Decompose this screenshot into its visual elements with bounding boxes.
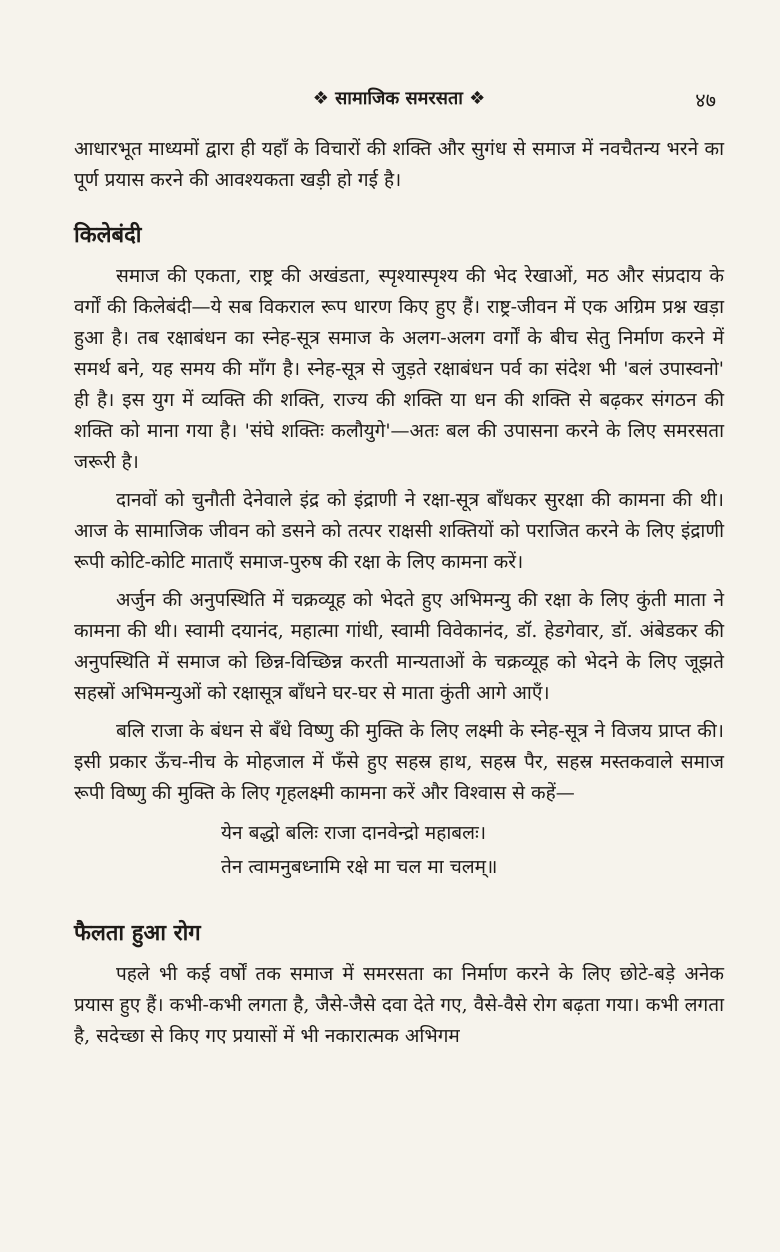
verse-line: येन बद्धो बलिः राजा दानवेन्द्रो महाबलः। — [221, 822, 487, 844]
spacer — [74, 884, 724, 894]
paragraph-continuation: आधारभूत माध्यमों द्वारा ही यहाँ के विचारों की शक्ति और सुगंध से समाज में नवचैतन्य भरने का पूर्ण प्रयास करने की आवश्यकता खड़ी हो गई है। — [74, 138, 724, 191]
page-number: ४७ — [695, 88, 716, 112]
sanskrit-verse — [74, 816, 724, 884]
chapter-running-title: ❖ सामाजिक समरसता ❖ — [312, 88, 486, 109]
running-head — [74, 86, 724, 116]
paragraph: दानवों को चुनौती देनेवाले इंद्र को इंद्राणी ने रक्षा-सूत्र बाँधकर सुरक्षा की कामना की थी। आज के सामाजिक जीवन को डसने को तत्पर राक्षसी शक्तियों को पराजित करने के लिए इंद्राणी रूपी कोटि-कोटि माताएँ समाज-पुरुष की रक्षा के लिए कामना करें। — [74, 489, 724, 573]
page-content — [74, 134, 724, 1059]
paragraph: पहले भी कई वर्षों तक समाज में समरसता का निर्माण करने के लिए छोटे-बड़े अनेक प्रयास हुए हैं। कभी-कभी लगता है, जैसे-जैसे दवा देते गए, वैसे-वैसे रोग बढ़ता गया। कभी लगता है, सदेच्छा से किए गए प्रयासों में भी नकारात्मक अभिगम — [74, 963, 724, 1047]
section-heading-spreading-disease: फैलता हुआ रोग — [74, 921, 201, 946]
paragraph: अर्जुन की अनुपस्थिति में चक्रव्यूह को भेदते हुए अभिमन्यु की रक्षा के लिए कुंती माता ने कामना की थी। स्वामी दयानंद, महात्मा गांधी, स्वामी विवेकानंद, डॉ. हेडगेवार, डॉ. अंबेडकर की अनुपस्थिति में समाज को छिन्न-विच्छिन्न करती मान्यताओं के चक्रव्यूह को भेदने के लिए जूझते सहस्रों अभिमन्युओं को रक्षासूत्र बाँधने घर-घर से माता कुंती आगे आएँ। — [74, 589, 724, 704]
verse-line: तेन त्वामनुबध्नामि रक्षे मा चल मा चलम्॥ — [221, 856, 498, 878]
paragraph: समाज की एकता, राष्ट्र की अखंडता, स्पृश्यास्पृश्य की भेद रेखाओं, मठ और संप्रदाय के वर्गों की किलेबंदी—ये सब विकराल रूप धारण किए हुए हैं। राष्ट्र-जीवन में एक अग्रिम प्रश्न खड़ा हुआ है। तब रक्षाबंधन का स्नेह-सूत्र समाज के अलग-अलग वर्गों के बीच सेतु निर्माण करने में समर्थ बने, यह समय की माँग है। स्नेह-सूत्र से जुड़ते रक्षाबंधन पर्व का संदेश भी 'बलं उपास्वनो' ही है। इस युग में व्यक्ति की शक्ति, राज्य की शक्ति या धन की शक्ति से बढ़कर संगठन की शक्ति को माना गया है। 'संघे शक्तिः कलौयुगे'—अतः बल की उपासना करने के लिए समरसता जरूरी है। — [74, 265, 724, 473]
section-heading-kilebandi: किलेबंदी — [74, 223, 142, 248]
paragraph: बलि राजा के बंधन से बँधे विष्णु की मुक्ति के लिए लक्ष्मी के स्नेह-सूत्र ने विजय प्राप्त की। इसी प्रकार ऊँच-नीच के मोहजाल में फँसे हुए सहस्र हाथ, सहस्र पैर, सहस्र मस्तकवाले समाज रूपी विष्णु की मुक्ति के लिए गृहलक्ष्मी कामना करें और विश्वास से कहें— — [74, 720, 724, 804]
